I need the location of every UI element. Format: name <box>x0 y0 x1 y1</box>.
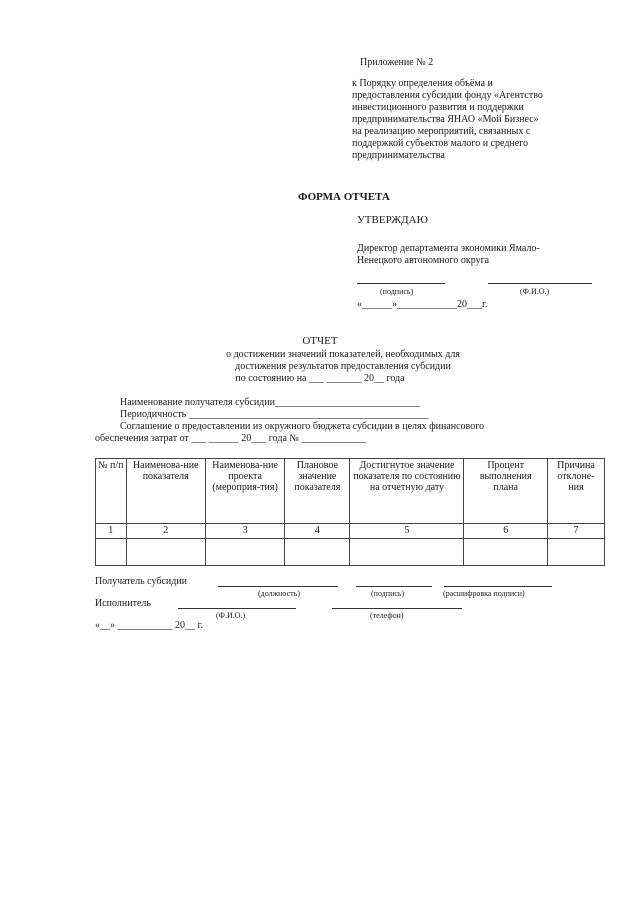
annex-line-1: к Порядку определения объёма и <box>352 78 493 89</box>
signature-line <box>356 586 432 587</box>
executor-fio-caption: (Ф.И.О.) <box>216 611 246 620</box>
decode-line <box>444 586 552 587</box>
table-cell: 7 <box>547 524 604 539</box>
approve-title: УТВЕРЖДАЮ <box>357 214 428 226</box>
decode-caption: (расшифровка подписи) <box>443 589 525 598</box>
table-cell: 1 <box>96 524 127 539</box>
table-row <box>96 539 605 566</box>
table-cell: 6 <box>464 524 547 539</box>
executor-label: Исполнитель <box>95 598 151 609</box>
period-field: Периодичность ________________________________________________ <box>120 409 429 420</box>
table-cell: 4 <box>285 524 350 539</box>
header-cell-number: № п/п <box>96 459 127 524</box>
header-cell-reason: Причина отклоне-ния <box>547 459 604 524</box>
header-cell-indicator-name: Наименова-ние показателя <box>126 459 205 524</box>
table-cell <box>350 539 464 566</box>
annex-line-6: поддержкой субъектов малого и среднего <box>352 138 529 149</box>
annex-line-5: на реализацию мероприятий, связанных с <box>352 126 531 137</box>
indicators-table <box>95 458 605 566</box>
table-cell: 3 <box>205 524 284 539</box>
table-cell: 2 <box>126 524 205 539</box>
recipient-signature-label: Получатель субсидии <box>95 576 187 587</box>
table-cell <box>464 539 547 566</box>
position-caption: (должность) <box>258 589 300 598</box>
executor-fio-line <box>178 608 296 609</box>
annex-line-3: инвестиционного развития и поддержки <box>352 102 524 113</box>
approve-director-line-2: Ненецкого автономного округа <box>357 255 490 266</box>
approve-date-line: «______»____________20___г. <box>357 299 488 310</box>
header-cell-project-name: Наименова-ние проекта (мероприя-тия) <box>205 459 284 524</box>
annex-line-4: предпринимательства ЯНАО «Мой Бизнес» <box>352 114 539 125</box>
report-subtitle-1: о достижении значений показателей, необходимых для <box>226 349 460 360</box>
approve-fio-caption: (Ф.И.О.) <box>520 287 550 296</box>
executor-phone-line <box>332 608 462 609</box>
table-header-row <box>96 459 605 524</box>
table-number-row <box>96 524 605 539</box>
table-cell <box>547 539 604 566</box>
approve-sign-caption: (подпись) <box>380 287 414 296</box>
table-cell <box>96 539 127 566</box>
signature-date-line: «__» ___________ 20__ г. <box>95 620 203 631</box>
approve-director-line-1: Директор департамента экономики Ямало- <box>357 243 540 254</box>
approve-fio-line <box>488 283 592 284</box>
table-cell <box>126 539 205 566</box>
position-line <box>218 586 338 587</box>
header-cell-achieved-value: Достигнутое значение показателя по состоянию на отчетную дату <box>350 459 464 524</box>
executor-phone-caption: (телефон) <box>370 611 404 620</box>
report-title: ОТЧЕТ <box>302 335 338 347</box>
annex-line-2: предоставления субсидии фонду «Агентство <box>352 90 543 101</box>
header-cell-planned-value: Плановое значение показателя <box>285 459 350 524</box>
sign-caption: (подпись) <box>371 589 405 598</box>
recipient-field: Наименование получателя субсидии_____________________________ <box>120 397 420 408</box>
form-title: ФОРМА ОТЧЕТА <box>298 191 390 203</box>
annex-line-7: предпринимательства <box>352 150 445 161</box>
table-cell <box>205 539 284 566</box>
report-subtitle-3: по состоянию на ___ _______ 20__ года <box>235 373 405 384</box>
agreement-line-2: обеспечения затрат от ___ ______ 20___ года № _____________ <box>95 433 367 444</box>
report-subtitle-2: достижения результатов предоставления субсидии <box>235 361 451 372</box>
table-cell: 5 <box>350 524 464 539</box>
agreement-line-1: Соглашение о предоставлении из окружного бюджета субсидии в целях финансового <box>120 421 485 432</box>
header-cell-percent: Процент выполнения плана <box>464 459 547 524</box>
annex-title: Приложение № 2 <box>360 57 434 68</box>
table-cell <box>285 539 350 566</box>
approve-sign-line <box>357 283 445 284</box>
